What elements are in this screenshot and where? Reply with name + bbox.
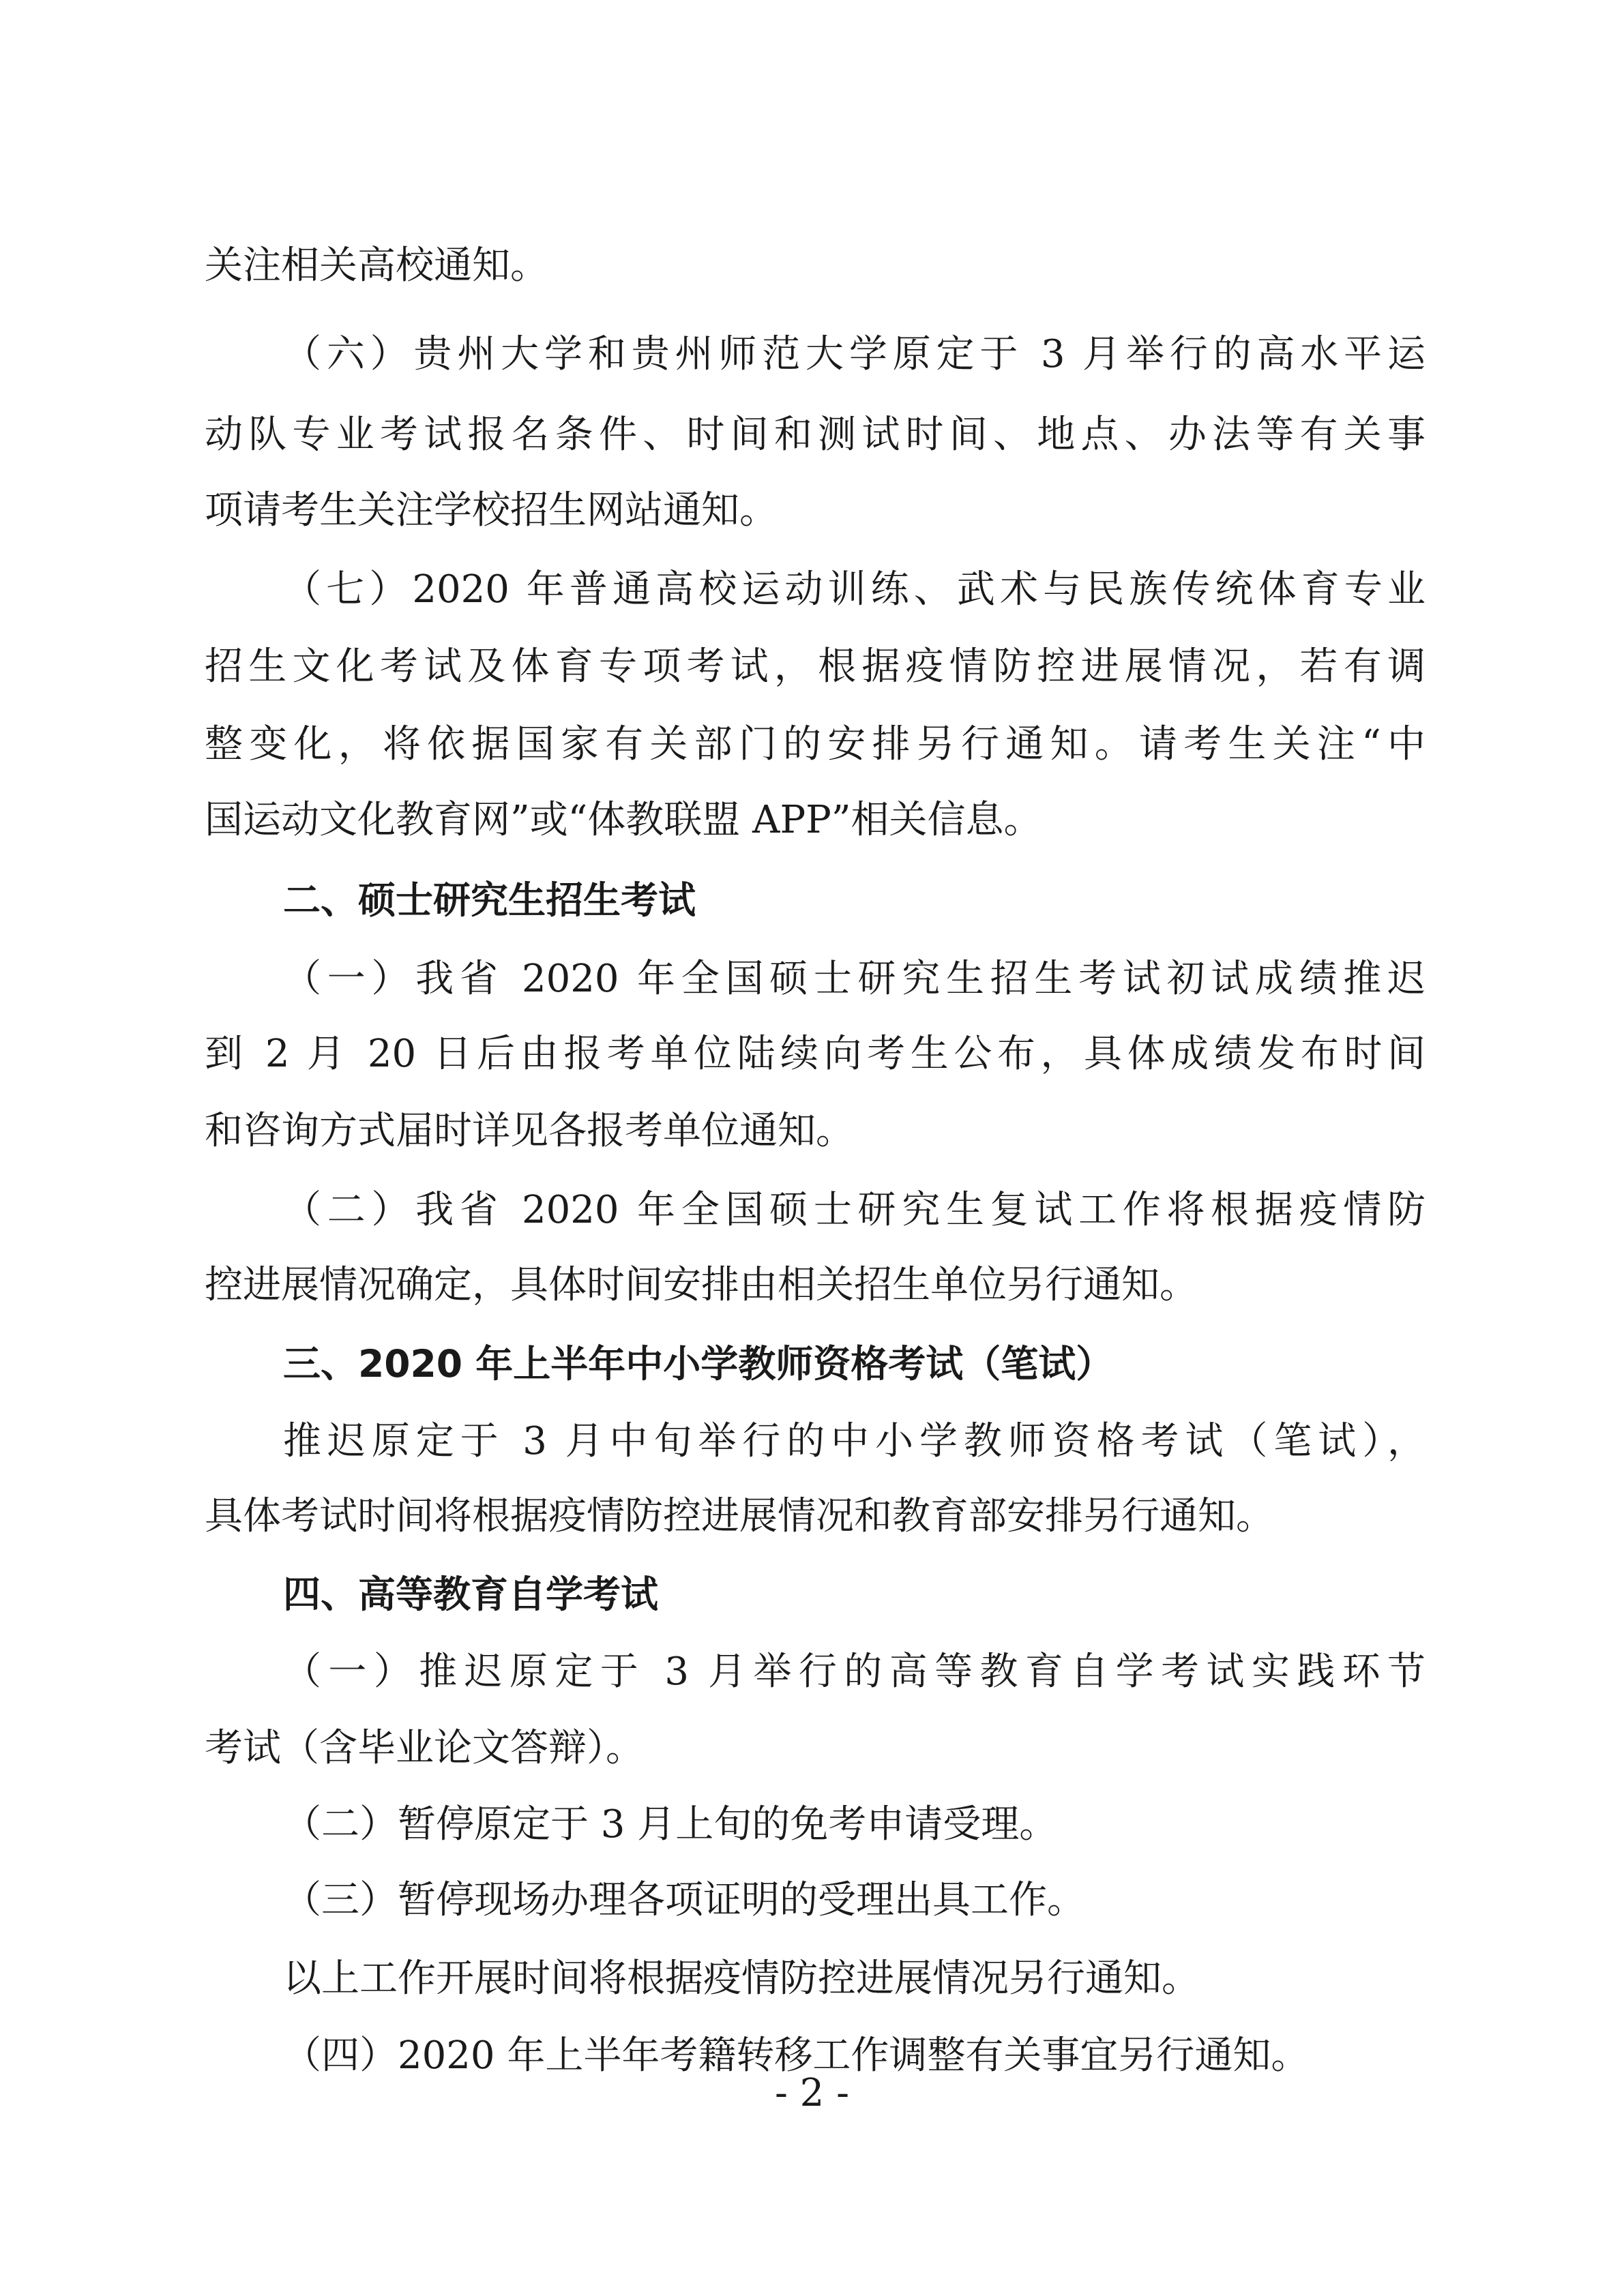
- paragraph-line: 推迟原定于 3 月中旬举行的中小学教师资格考试（笔试），: [283, 1419, 1426, 1463]
- paragraph-line: 到 2 月 20 日后由报考单位陆续向考生公布，具体成绩发布时间: [205, 1032, 1426, 1076]
- paragraph-line: 考试（含毕业论文答辩）。: [205, 1726, 644, 1770]
- paragraph-line: 招生文化考试及体育专项考试，根据疫情防控进展情况，若有调: [205, 644, 1426, 689]
- paragraph-line: 和咨询方式届时详见各报考单位通知。: [205, 1109, 854, 1153]
- paragraph-line: （一）推迟原定于 3 月举行的高等教育自学考试实践环节: [283, 1650, 1426, 1694]
- paragraph-line: 关注相关高校通知。: [205, 243, 548, 288]
- paragraph-line: 动队专业考试报名条件、时间和测试时间、地点、办法等有关事: [205, 413, 1426, 457]
- paragraph-line: 整变化，将依据国家有关部门的安排另行通知。请考生关注“中: [205, 722, 1426, 766]
- paragraph-line: 控进展情况确定，具体时间安排由相关招生单位另行通知。: [205, 1263, 1198, 1307]
- paragraph-line: 项请考生关注学校招生网站通知。: [205, 488, 778, 533]
- paragraph-line: （二）我省 2020 年全国硕士研究生复试工作将根据疫情防: [283, 1188, 1426, 1232]
- paragraph-line: 国运动文化教育网”或“体教联盟 APP”相关信息。: [205, 798, 1042, 842]
- paragraph-line: （七）2020 年普通高校运动训练、武术与民族传统体育专业: [283, 567, 1426, 612]
- paragraph-line: （二）暂停原定于 3 月上旬的免考申请受理。: [283, 1802, 1058, 1847]
- section-heading: 三、2020 年上半年中小学教师资格考试（笔试）: [283, 1342, 1114, 1386]
- paragraph-line: （六）贵州大学和贵州师范大学原定于 3 月举行的高水平运: [283, 332, 1426, 376]
- paragraph-line: （三）暂停现场办理各项证明的受理出具工作。: [283, 1878, 1085, 1922]
- section-heading: 二、硕士研究生招生考试: [283, 878, 696, 922]
- paragraph-line: 以上工作开展时间将根据疫情防控进展情况另行通知。: [283, 1956, 1200, 2001]
- paragraph-line: （一）我省 2020 年全国硕士研究生招生考试初试成绩推迟: [283, 957, 1426, 1001]
- paragraph-line: 具体考试时间将根据疫情防控进展情况和教育部安排另行通知。: [205, 1494, 1274, 1538]
- paragraph-line: （四）2020 年上半年考籍转移工作调整有关事宜另行通知。: [283, 2033, 1310, 2078]
- page-number: - 2 -: [774, 2071, 850, 2115]
- section-heading: 四、高等教育自学考试: [283, 1572, 659, 1616]
